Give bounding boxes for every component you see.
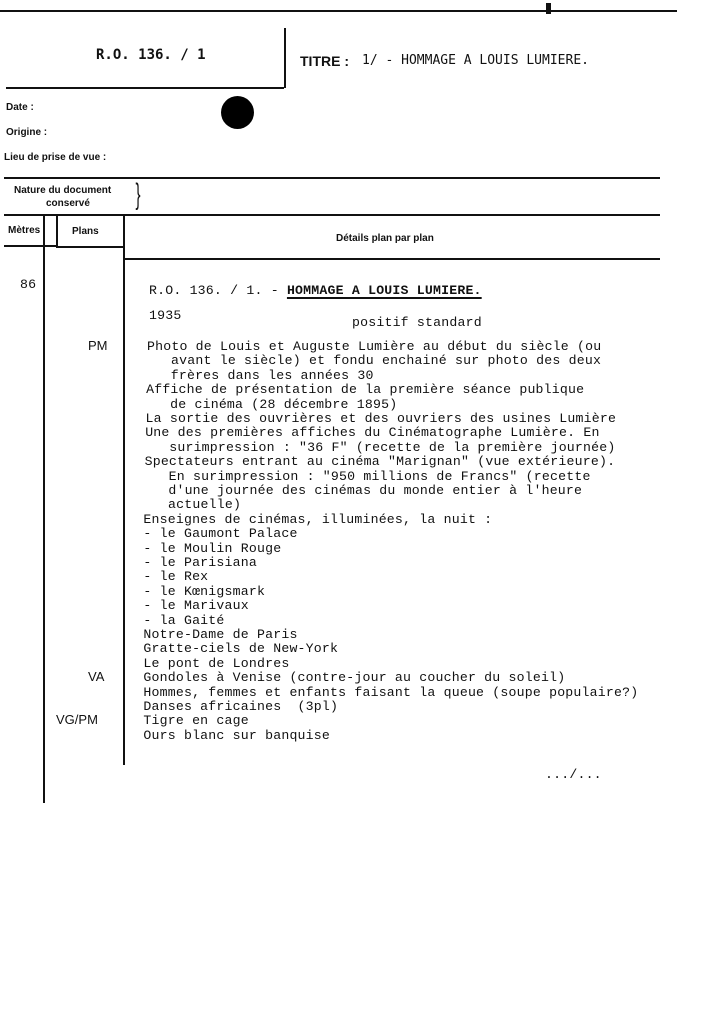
year: 1935 [149, 308, 182, 323]
detail-line: - le Moulin Rouge [143, 540, 282, 556]
heading-title: HOMMAGE A LOUIS LUMIERE. [286, 283, 482, 298]
col-separator-2 [123, 215, 125, 765]
detail-line: - le Rex [143, 569, 209, 585]
col-header-details: Détails plan par plan [336, 233, 434, 244]
detail-line: - le Gaumont Palace [143, 526, 298, 542]
detail-line: Hommes, femmes et enfants faisant la queue (soupe populaire?) [143, 684, 639, 700]
detail-line: Danses africaines (3pl) [143, 699, 339, 714]
col-header-metres: Mètres [8, 225, 41, 236]
detail-line: Enseignes de cinémas, illuminées, la nuit : [143, 511, 493, 527]
detail-line: Affiche de présentation de la première séance publique [146, 382, 585, 398]
lieu-label: Lieu de prise de vue : [4, 152, 107, 163]
header-bottom-line-3 [124, 258, 660, 260]
col-separator-1 [43, 215, 45, 803]
detail-line: surimpression : "36 F" (recette de la première journée) [144, 439, 616, 455]
format: positif standard [352, 315, 482, 330]
col-header-plans: Plans [72, 226, 99, 237]
detail-line: Ours blanc sur banquise [143, 727, 331, 743]
ref-box-bottom [6, 87, 284, 89]
detail-line: En surimpression : "950 millions de Francs" (recette [144, 468, 591, 484]
detail-line: Tigre en cage [143, 713, 249, 729]
nature-bottom-line [4, 214, 660, 216]
nature-brace: } [135, 178, 141, 211]
detail-line: - le Kœnigsmark [143, 583, 266, 599]
detail-line: de cinéma (28 décembre 1895) [145, 396, 398, 412]
detail-line: Photo de Louis et Auguste Lumière au début du siècle (ou [147, 339, 602, 354]
nature-label-1: Nature du document [14, 185, 112, 196]
title-label: TITRE : [300, 53, 349, 69]
plan-code: PM [88, 338, 108, 353]
content-heading [149, 283, 482, 298]
detail-line: avant le siècle) et fondu enchainé sur photo des deux [146, 353, 602, 369]
header-bottom-line [4, 245, 58, 247]
detail-line: - la Gaité [143, 612, 225, 628]
nature-label-2: conservé [46, 198, 90, 209]
detail-line: frères dans les années 30 [146, 367, 374, 383]
detail-line: Le pont de Londres [143, 655, 290, 671]
detail-line: Notre-Dame de Paris [143, 627, 298, 642]
date-label: Date : [6, 102, 34, 113]
ref-box-right [284, 28, 286, 88]
detail-line: Spectateurs entrant au cinéma "Marignan" (vue extérieure). [144, 454, 616, 470]
detail-line: La sortie des ouvrières et des ouvriers des usines Lumière [145, 411, 617, 426]
heading-prefix: R.O. 136. / 1. - [149, 283, 287, 298]
plan-code: VA [88, 669, 105, 685]
col-separator-1b [56, 215, 58, 248]
detail-line: actuelle) [143, 497, 242, 513]
detail-line: - le Marivaux [143, 598, 249, 614]
header-bottom-line-2 [58, 246, 124, 248]
origine-label: Origine : [6, 127, 48, 138]
detail-line: d'une journée des cinémas du monde entier à l'heure [144, 483, 583, 498]
nature-top-line [4, 177, 660, 179]
plan-code: VG/PM [56, 712, 98, 728]
title-value: 1/ - HOMMAGE A LOUIS LUMIERE. [362, 53, 589, 68]
document-reference: R.O. 136. / 1 [96, 47, 206, 63]
detail-line: - le Parisiana [143, 555, 257, 570]
top-mark [546, 3, 551, 14]
continuation-mark: .../... [545, 767, 602, 782]
detail-line: Gondoles à Venise (contre-jour au coucher du soleil) [143, 670, 566, 686]
metres-value: 86 [20, 277, 37, 292]
detail-line: Gratte-ciels de New-York [143, 641, 339, 657]
punch-hole [221, 96, 254, 129]
top-border-line [0, 10, 677, 12]
detail-line: Une des premières affiches du Cinématographe Lumière. En [145, 425, 600, 441]
